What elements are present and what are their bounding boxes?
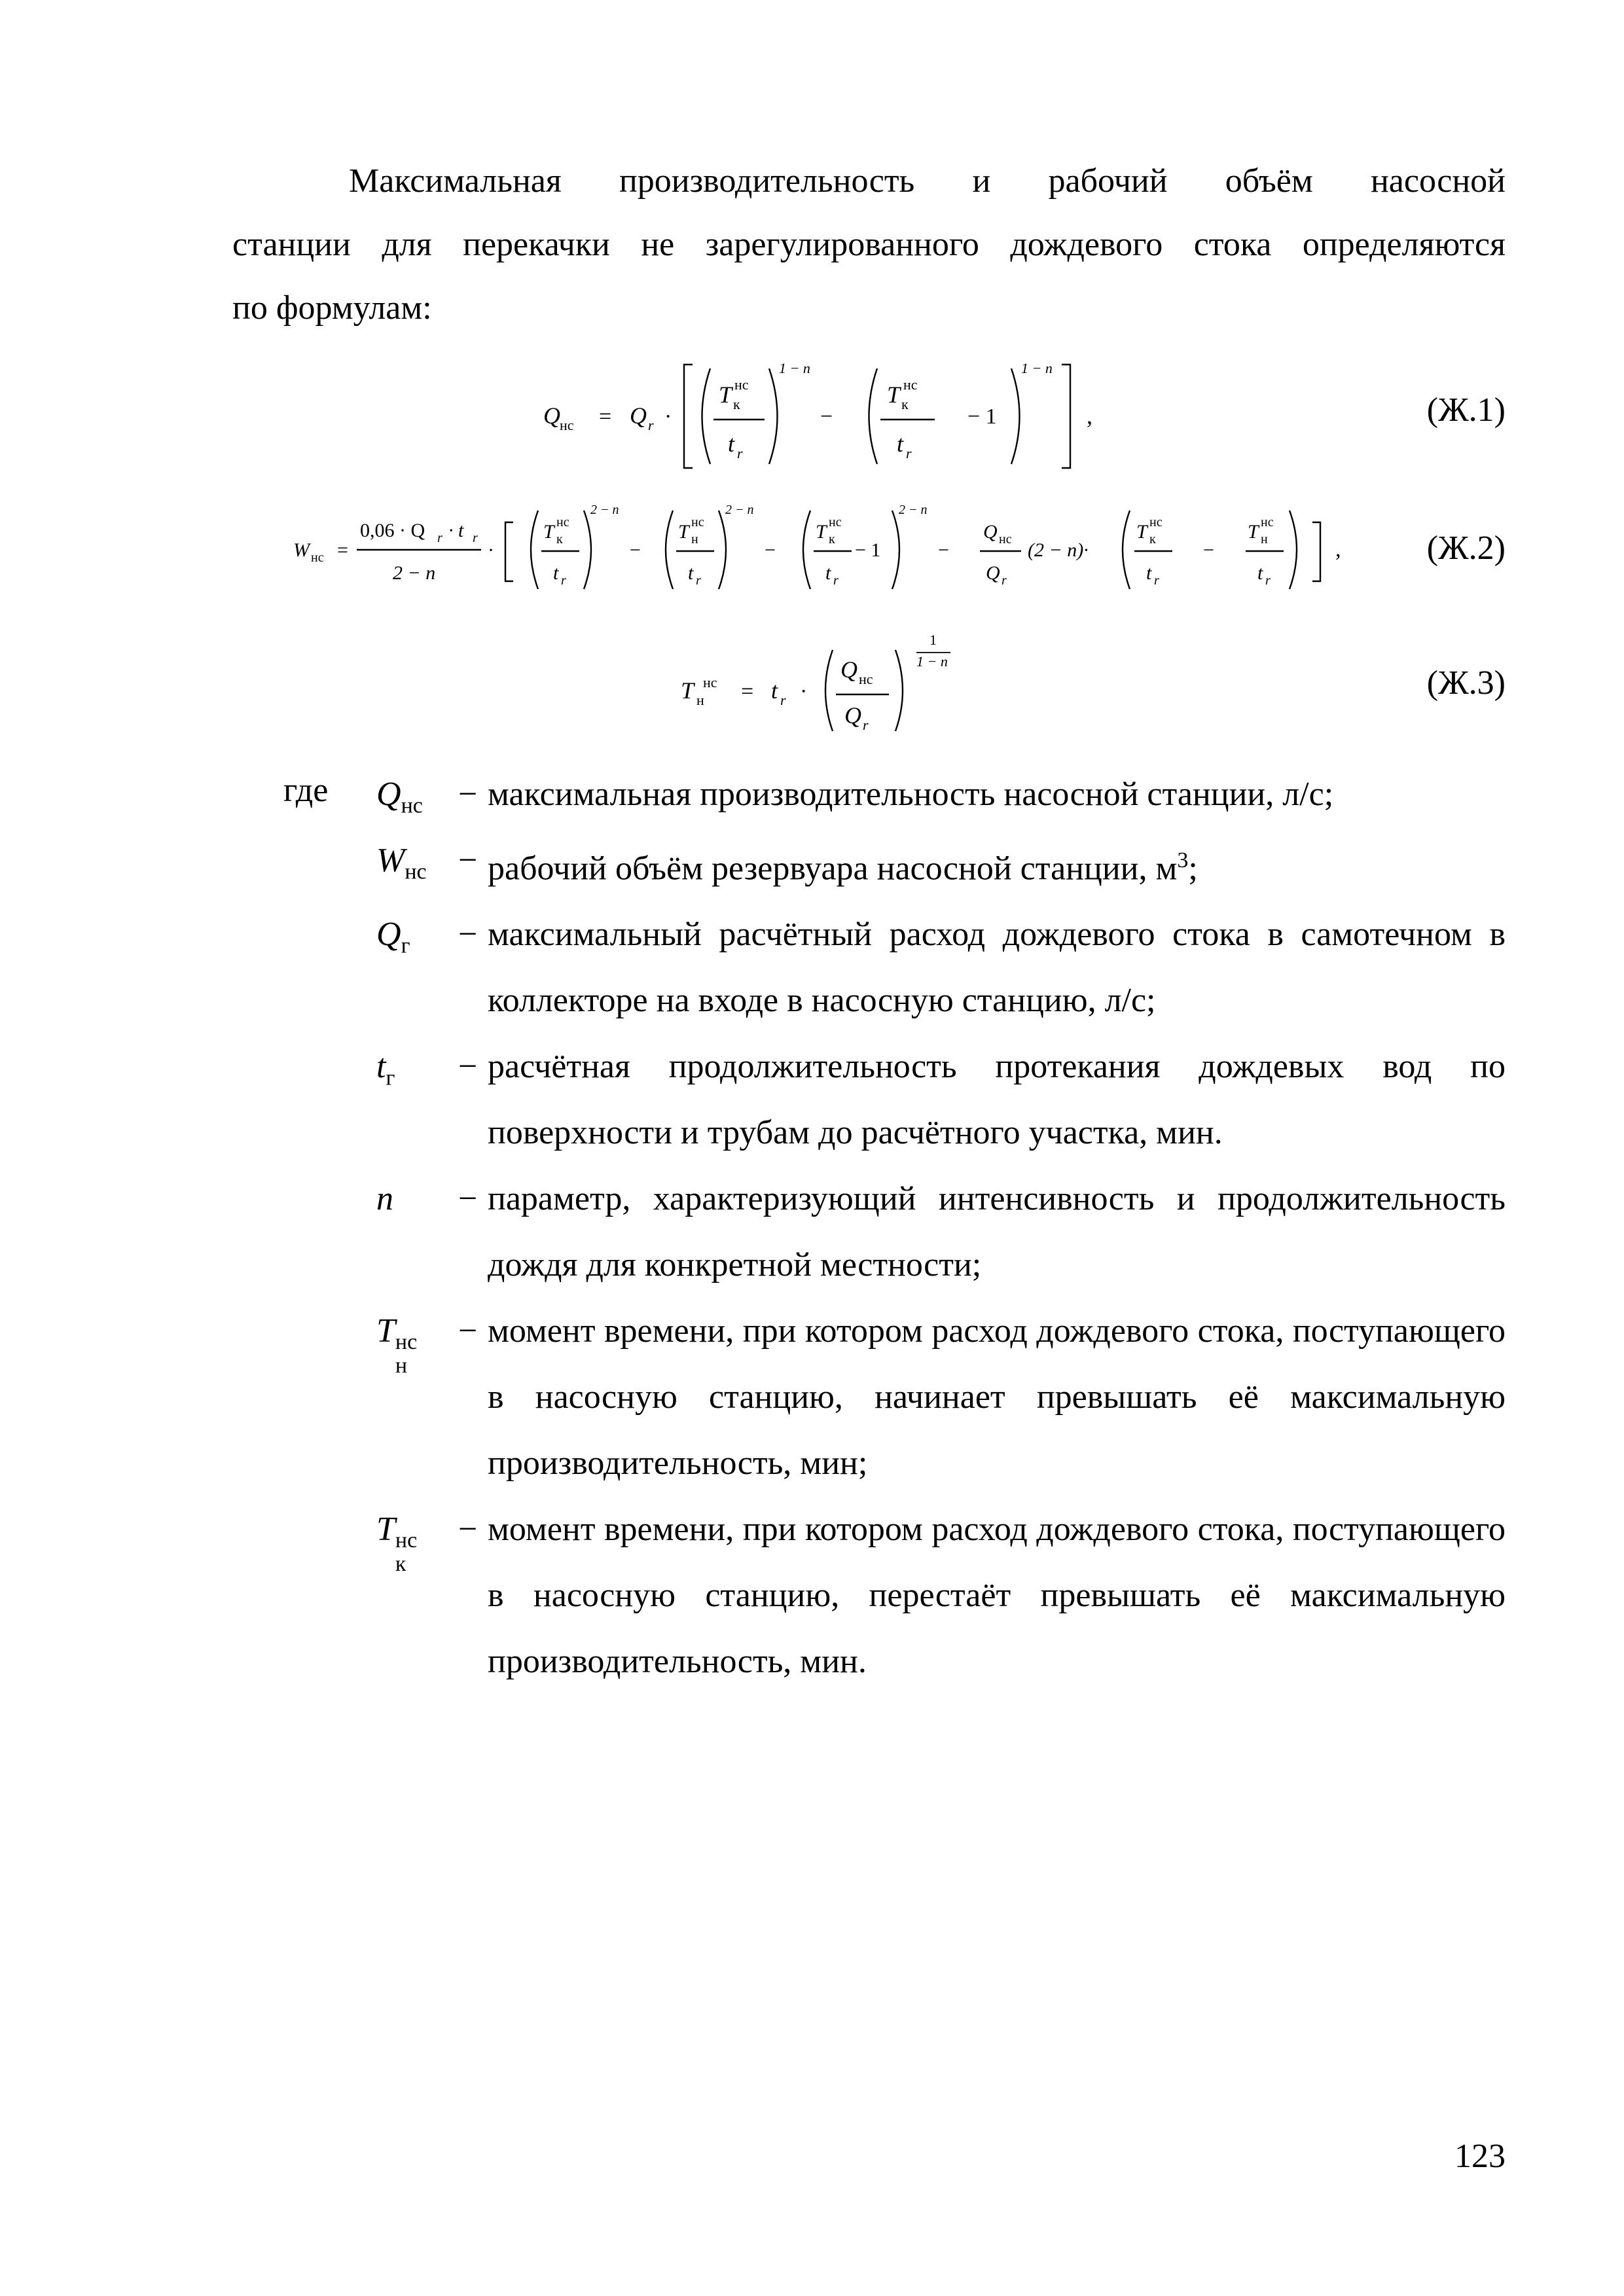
f2-comma: , — [1335, 537, 1341, 562]
f3-paren-right — [895, 650, 903, 731]
f1-t2: t — [897, 431, 904, 457]
definition-text: максимальный расчётный расход дождевого стока в самотечном в коллекторе на входе в насосную станцию, л/с; — [488, 916, 1506, 1020]
f2-lhs: W — [293, 539, 310, 561]
f2-paren-3-left — [803, 511, 810, 589]
f1-T2-sup: нс — [903, 376, 918, 393]
definition-item — [376, 1033, 1506, 1166]
formula-zh3-number: (Ж.3) — [1426, 664, 1506, 702]
definition-symbol: n — [376, 1180, 393, 1218]
definition-item — [376, 901, 1506, 1033]
intro-line-2: станции для перекачки не зарегулированного дождевого стока определяются — [232, 226, 1506, 263]
f2-paren-3-right — [892, 511, 899, 589]
where-label: где — [283, 772, 329, 809]
f2-right-bracket — [1312, 522, 1320, 581]
f2-T3-sub: к — [829, 532, 835, 547]
f2-qn: Q — [983, 521, 998, 543]
definition-dash: − — [458, 1180, 478, 1218]
definition-item — [376, 827, 1506, 901]
f2-dot: · — [488, 539, 494, 561]
f1-minus: − — [820, 404, 833, 429]
intro-line-3: по формулам: — [232, 289, 432, 327]
definition-text: рабочий объём резервуара насосной станции, $м^3$; — [488, 848, 1198, 888]
definition-item — [376, 761, 1506, 827]
f2-qn-sub: нс — [999, 532, 1012, 547]
f2-coef-q-sub: r — [437, 531, 442, 545]
f2-exp-2: 2 − n — [725, 503, 754, 517]
f2-T2-sub: н — [691, 532, 698, 547]
f2-coef-t-sub: r — [473, 531, 478, 545]
f1-t1: t — [728, 431, 735, 457]
f2-paren-2-left — [666, 511, 673, 589]
formula-zh3 — [0, 625, 1624, 736]
f2-T1-sup: нс — [556, 515, 569, 529]
definition-text: параметр, характеризующий интенсивность и продолжительность дождя для конкретной местности; — [488, 1180, 1506, 1284]
definition-symbol: T нс к — [376, 1511, 418, 1577]
f2-paren-2-right — [719, 511, 726, 589]
f2-paren-1-left — [531, 511, 538, 589]
f1-comma: , — [1087, 403, 1092, 429]
f2-T5-sup: нс — [1261, 515, 1274, 529]
f2-T2: T — [678, 521, 689, 543]
f2-minus-2: − — [765, 539, 776, 561]
f2-paren-1-right — [584, 511, 591, 589]
f2-T5: T — [1248, 521, 1259, 543]
f3-qn: Q — [840, 656, 857, 683]
f2-T1-sub: к — [556, 532, 563, 547]
f2-eq: = — [337, 539, 348, 561]
f1-exp-1: 1 − n — [779, 360, 810, 376]
f1-q-sub: r — [648, 417, 654, 433]
formula-zh2 — [0, 497, 1624, 602]
definition-text: момент времени, при котором расход дождевого стока, поступающего в насосную станцию, перестаёт превышать её максимальную производительность, мин. — [488, 1511, 1506, 1681]
f2-coef-den: 2 − n — [393, 562, 436, 584]
f1-exp-2: 1 − n — [1021, 360, 1053, 376]
f2-coef-t: · t — [448, 520, 464, 541]
definition-item — [376, 1298, 1506, 1496]
f1-dot: · — [664, 404, 672, 429]
f2-qd-sub: r — [1001, 573, 1007, 588]
f1-lhs: Q — [543, 403, 560, 429]
definition-dash: − — [458, 1312, 478, 1350]
definition-symbol: T нс н — [376, 1312, 418, 1378]
f3-eq: = — [741, 679, 754, 704]
f2-t4-sub: r — [1154, 573, 1159, 588]
f2-T3: T — [816, 521, 827, 543]
f1-paren-2-left — [869, 368, 878, 464]
f2-paren-4-left — [1123, 511, 1130, 589]
f3-qd-sub: r — [863, 717, 869, 733]
f2-exp-1: 2 − n — [590, 503, 619, 517]
f3-qn-sub: нс — [859, 671, 873, 687]
f2-exp-3: 2 − n — [899, 503, 928, 517]
f1-q: Q — [630, 403, 647, 429]
f2-T2-sup: нс — [691, 515, 704, 529]
f1-minus-one: − 1 — [967, 404, 997, 429]
f1-T1-sup: нс — [734, 376, 749, 393]
f3-lhs-sub: н — [696, 692, 704, 708]
f2-t3-sub: r — [833, 573, 839, 588]
f1-paren-1-right — [769, 368, 778, 464]
f2-minus-3: − — [938, 539, 949, 561]
f1-T1: T — [719, 382, 732, 408]
f1-left-bracket — [684, 365, 693, 468]
f1-T2: T — [887, 382, 901, 408]
f3-exp-num: 1 — [929, 632, 937, 648]
f1-T1-sub: к — [733, 396, 740, 412]
formula-zh2-number: (Ж.2) — [1426, 529, 1506, 567]
f3-exp-den: 1 − n — [916, 653, 948, 670]
f2-t1-sub: r — [561, 573, 566, 588]
intro-paragraph — [232, 149, 1506, 340]
f2-t5: t — [1257, 562, 1263, 584]
definition-dash: − — [458, 842, 478, 879]
definition-symbol: $t_г$ — [376, 1048, 395, 1090]
definition-symbol: $Q_г$ — [376, 916, 410, 958]
f3-lhs: T — [681, 677, 695, 704]
f3-paren-left — [825, 650, 833, 731]
f1-T2-sub: к — [901, 396, 909, 412]
f2-paren-4-right — [1290, 511, 1297, 589]
definition-item — [376, 1496, 1506, 1695]
f1-t1-sub: r — [737, 445, 743, 461]
f2-T4-sup: нс — [1149, 515, 1163, 529]
definition-item — [376, 1166, 1506, 1298]
f3-t: t — [771, 677, 778, 704]
f1-t2-sub: r — [906, 445, 912, 461]
definition-symbol: $W_{нс}$ — [376, 842, 427, 884]
f2-minus-4: − — [1203, 539, 1214, 561]
definition-text: максимальная производительность насосной станции, л/с; — [488, 776, 1334, 813]
f2-T4-sub: к — [1149, 532, 1156, 547]
f2-t3: t — [825, 562, 831, 584]
f2-t5-sub: r — [1265, 573, 1271, 588]
f2-minus-1: − — [630, 539, 641, 561]
definition-dash: − — [458, 916, 478, 954]
definition-dash: − — [458, 1511, 478, 1549]
f2-t1: t — [553, 562, 559, 584]
f1-eq: = — [599, 404, 612, 429]
formula-zh1-number: (Ж.1) — [1426, 391, 1506, 429]
definition-text: момент времени, при котором расход дождевого стока, поступающего в насосную станцию, начинает превышать её максимальную производительность, мин; — [488, 1312, 1506, 1482]
f2-lhs-sub: нс — [311, 550, 324, 565]
definition-symbol: $Q_{нс}$ — [376, 776, 423, 818]
f1-paren-2-right — [1011, 368, 1020, 464]
f3-lhs-sup: нс — [703, 674, 717, 691]
definition-dash: − — [458, 1048, 478, 1086]
f2-minus-one: − 1 — [855, 539, 881, 561]
f1-paren-1-left — [702, 368, 711, 464]
f2-qd: Q — [986, 562, 1000, 584]
page-number: 123 — [1454, 2138, 1506, 2175]
f2-t4: t — [1146, 562, 1152, 584]
f3-dot: · — [800, 679, 808, 704]
f2-T5-sub: н — [1261, 532, 1268, 547]
f2-T3-sup: нс — [829, 515, 842, 529]
f1-lhs-sub: нс — [560, 417, 574, 433]
f2-paren-term: (2 − n)· — [1028, 539, 1089, 561]
f2-coef-num: 0,06 · Q — [360, 520, 425, 541]
definition-dash: − — [458, 776, 478, 813]
f2-left-bracket — [505, 522, 513, 581]
intro-line-1: Максимальная производительность и рабочий объём насосной — [349, 162, 1506, 200]
f2-t2: t — [688, 562, 694, 584]
f2-T1: T — [543, 521, 554, 543]
definitions-list — [376, 761, 1506, 1695]
f2-T4: T — [1136, 521, 1147, 543]
f1-right-bracket — [1062, 365, 1070, 468]
f3-t-sub: r — [780, 692, 786, 708]
f2-t2-sub: r — [696, 573, 701, 588]
definition-text: расчётная продолжительность протекания дождевых вод по поверхности и трубам до расчётного участка, мин. — [488, 1048, 1506, 1152]
formula-zh1 — [0, 357, 1624, 488]
f3-qd: Q — [844, 702, 861, 728]
